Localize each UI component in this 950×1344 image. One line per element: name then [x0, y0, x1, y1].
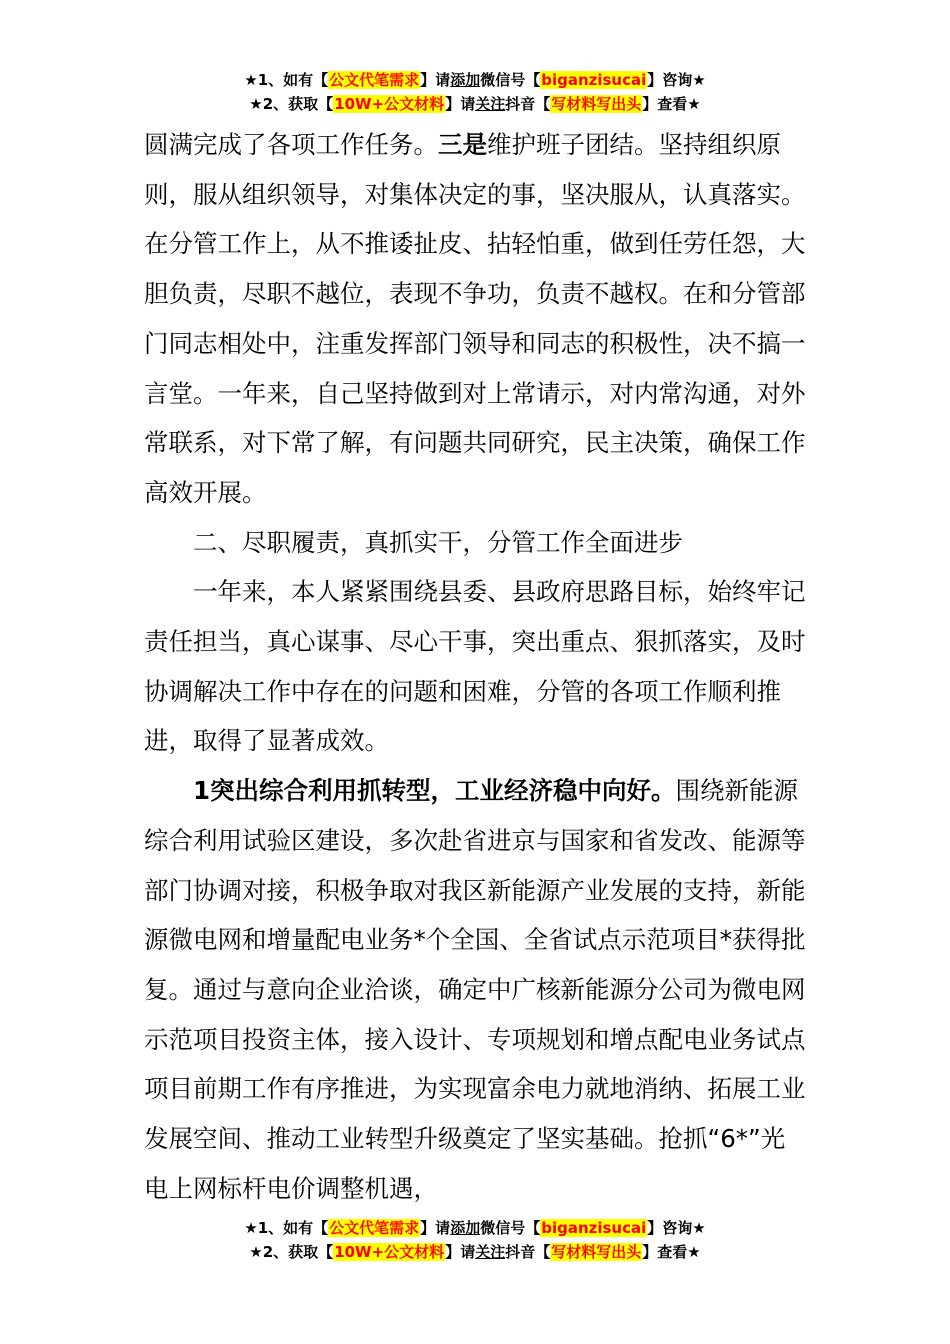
banner-line-1: ★1、如有【公文代笔需求】请添加微信号【biganzisucai】咨询★ [244, 71, 706, 89]
paragraph-1: 圆满完成了各项工作任务。三是维护班子团结。坚持组织原则，服从组织领导，对集体决定的事，坚决服从，认真落实。在分管工作上，从不推诿扯皮、拈轻怕重，做到任劳任怨，大胆负责，尽职不越位，表现不争功，负责不越权。在和分管部门同志相处中，注重发挥部门领导和同志的积极性，决不搞一言堂。一年来，自己坚持做到对上常请示，对内常沟通，对外常联系，对下常了解，有问题共同研究，民主决策，确保工作高效开展。 [144, 130, 806, 507]
highlight-douyin: 写材料写出头 [551, 95, 642, 113]
paragraph-3: 1突出综合利用抓转型，工业经济稳中向好。围绕新能源综合利用试验区建设，多次赴省进京与国家和省发改、能源等部门协调对接，积极争取对我区新能源产业发展的支持，新能源微电网和增量配电业务*个全国、全省试点示范项目*获得批复。通过与意向企业洽谈，确定中广核新能源分公司为微电网示范项目投资主体，接入设计、专项规划和增点配电业务试点项目前期工作有序推进，为实现富余电力就地消纳、拓展工业发展空间、推动工业转型升级奠定了坚实基础。抢抓“6*”光电上网标杆电价调整机遇， [144, 776, 806, 1203]
banner-line-1: ★1、如有【公文代笔需求】请添加微信号【biganzisucai】咨询★ [244, 1219, 706, 1237]
highlight-materials: 10W+公文材料 [334, 95, 445, 113]
section-heading-2: 二、尽职履责，真抓实干，分管工作全面进步 [193, 527, 683, 557]
highlight-materials: 10W+公文材料 [334, 1243, 445, 1261]
banner-line-2: ★2、获取【10W+公文材料】请关注抖音【写材料写出头】查看★ [249, 1243, 701, 1261]
banner-line-2: ★2、获取【10W+公文材料】请关注抖音【写材料写出头】查看★ [249, 95, 701, 113]
header-banner [0, 68, 950, 116]
document-body [144, 120, 809, 1213]
highlight-wechat-id: biganzisucai [541, 71, 647, 89]
highlight-service: 公文代笔需求 [329, 71, 420, 89]
highlight-service: 公文代笔需求 [329, 1219, 420, 1237]
highlight-wechat-id: biganzisucai [541, 1219, 647, 1237]
paragraph-2: 一年来，本人紧紧围绕县委、县政府思路目标，始终牢记责任担当，真心谋事、尽心干事，突出重点、狠抓落实，及时协调解决工作中存在的问题和困难，分管的各项工作顺利推进，取得了显著成效。 [144, 577, 806, 756]
highlight-douyin: 写材料写出头 [551, 1243, 642, 1261]
footer-banner [0, 1216, 950, 1264]
